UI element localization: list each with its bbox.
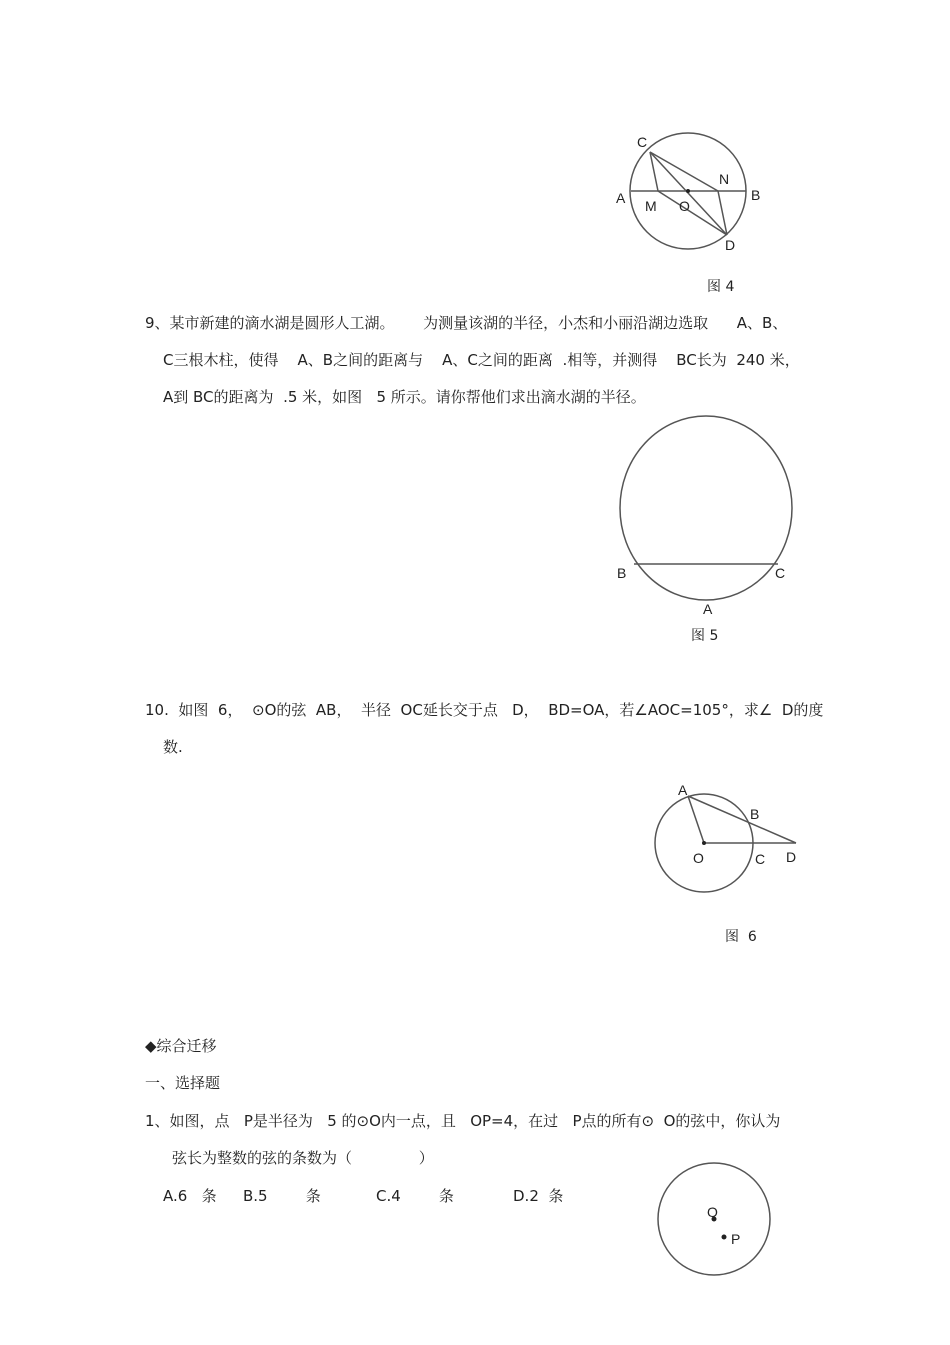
figure-4-label-b: B [751, 187, 761, 203]
figure-4-label-o: O [679, 198, 690, 214]
question-10-line-1: 10. 如图 6， ⊙O的弦 AB， 半径 OC延长交于点 D， BD=OA，若∠AOC=105°，求∠ D的度 [145, 701, 824, 719]
question-1-line-1: 1、如图，点 P是半径为 5 的⊙O内一点，且 OP=4，在过 P点的所有⊙ O的弦中，你认为 [145, 1112, 781, 1130]
figure-5-label-b: B [617, 565, 627, 581]
question-1-option-b: B.5 条 [243, 1187, 321, 1205]
figure-4-label-m: M [645, 198, 657, 214]
figure-6-segment-ad [688, 796, 796, 843]
figure-4-segment-cn [650, 152, 718, 191]
figure-6-label-c: C [755, 851, 766, 867]
figure-4-label-c: C [637, 134, 648, 150]
figure-6-label-d: D [786, 849, 797, 865]
section-title: ◆综合迁移 [145, 1037, 217, 1055]
figure-q1-label-p: P [731, 1231, 741, 1247]
question-1-line-2: 弦长为整数的弦的条数为（ ） [172, 1149, 434, 1167]
figure-6-caption: 图 6 [725, 929, 757, 945]
question-9-line-1: 9、某市新建的滴水湖是圆形人工湖。 为测量该湖的半径，小杰和小丽沿湖边选取 A、B、 [145, 314, 788, 332]
figure-6-label-o: O [693, 850, 704, 866]
figure-6-label-a: A [678, 782, 688, 798]
question-10-line-2: 数. [163, 738, 183, 756]
figure-4-segment-nd [718, 191, 727, 235]
question-9-line-3: A到 BC的距离为 .5 米，如图 5 所示。请你帮他们求出滴水湖的半径。 [163, 388, 646, 406]
figure-6-label-b: B [750, 806, 760, 822]
figure-5-circle [620, 416, 792, 600]
figure-q1-point-p [722, 1235, 727, 1240]
section-subtitle: 一、选择题 [145, 1074, 221, 1092]
figure-4-caption: 图 4 [707, 279, 735, 295]
question-1-option-c: C.4 条 [376, 1187, 454, 1205]
question-1-option-d: D.2 条 [513, 1187, 564, 1205]
figure-6-diagram [640, 775, 810, 900]
figure-4-label-d: D [725, 237, 736, 253]
figure-q1-label-o: O [707, 1204, 718, 1220]
figure-6-segment-oa [688, 796, 704, 843]
question-1-option-a: A.6 条 [163, 1187, 217, 1205]
figure-5-label-a: A [703, 601, 713, 617]
figure-5-diagram [600, 410, 810, 620]
figure-5-label-c: C [775, 565, 786, 581]
figure-4-label-n: N [719, 171, 730, 187]
figure-6-center-dot [702, 841, 706, 845]
figure-4-label-a: A [616, 190, 626, 206]
question-9-line-2: C三根木柱，使得 A、B之间的距离与 A、C之间的距离 .相等，并测得 BC长为 240 米， [163, 351, 800, 369]
figure-4-diagram [600, 120, 780, 260]
figure-4-segment-cm [650, 152, 658, 191]
figure-5-caption: 图 5 [691, 628, 719, 644]
figure-q1-diagram [650, 1160, 780, 1285]
figure-4-center-dot [686, 189, 690, 193]
